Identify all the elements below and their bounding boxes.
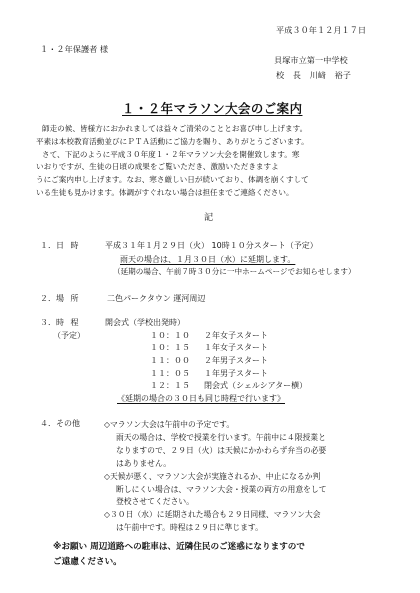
note-line: は午前中です。時程は２９日に準じます。 xyxy=(116,523,263,533)
intro-line: 平素は本校教育活動並びにＰＴＡ活動にご協力を賜り、ありがとうございます。 xyxy=(36,136,309,146)
date-label: １．日 時 xyxy=(40,241,79,250)
schedule-event: 閉会式（シェルシアター横） xyxy=(204,381,308,391)
note-line: はありません。 xyxy=(116,458,172,468)
date-line-1: 平成３１年１月２９日（火） 10時１０分スタート（予定） xyxy=(105,241,318,250)
ki-marker: 記 xyxy=(204,212,214,223)
date-line-3: （延期の場合、午前７時３０分に一中ホームページでお知らせします） xyxy=(113,267,356,276)
date-line-2: 雨天の場合は、１月３０日（水）に延期します。 xyxy=(120,255,296,264)
place-label: ２．場 所 xyxy=(40,294,79,303)
schedule-time: １１：００ xyxy=(150,355,190,365)
footer-line: ご遠慮ください。 xyxy=(53,556,122,567)
table-row xyxy=(150,329,307,342)
page-title: １・２年マラソン大会のご案内 xyxy=(122,101,303,116)
table-row xyxy=(150,354,307,367)
intro-line: さて、下記のように平成３０年度１・２年マラソン大会を開催致します。寒 xyxy=(42,149,300,159)
intro-line: いる生徒も見かけます。体調がすぐれない場合は担任までご連絡ください。 xyxy=(36,187,294,197)
table-row xyxy=(150,342,307,355)
issue-date: 平成３０年１２月１７日 xyxy=(276,25,367,35)
schedule-sublabel: （予定） xyxy=(53,331,85,340)
footer-request xyxy=(53,540,305,569)
note-line: 登校させてください。 xyxy=(116,497,194,507)
principal-name: 校 長 川﨑 裕子 xyxy=(276,70,351,80)
footer-line: ※お願い 周辺道路への駐車は、近隣住民のご迷惑になりますので xyxy=(53,542,305,552)
note-line: ◇３０日（水）に延期された場合も２９日同様、マラソン大会 xyxy=(104,510,321,520)
intro-paragraph xyxy=(36,123,309,200)
schedule-event: １年男子スタート xyxy=(204,368,268,378)
place-value: 二色パークタウン 運河周辺 xyxy=(107,294,206,303)
schedule-time: １０：１５ xyxy=(150,343,190,353)
other-label: ４．その他 xyxy=(40,419,80,428)
schedule-note: 《延期の場合の３０日も同じ時程で行います》 xyxy=(117,394,285,403)
table-row xyxy=(150,379,307,392)
note-line: なりますので、２９日（火）は天候にかかわらず弁当の必要 xyxy=(116,445,327,455)
note-line: ◇マラソン大会は午前中の予定です。 xyxy=(104,420,235,429)
schedule-time: １０：１０ xyxy=(150,330,190,340)
schedule-time: １１：０５ xyxy=(150,368,190,378)
schedule-table xyxy=(150,329,307,392)
other-notes xyxy=(104,419,327,535)
schedule-event: １年女子スタート xyxy=(204,343,268,353)
intro-line: 師走の候、皆様方におかれましては益々ご清栄のこととお喜び申し上げます。 xyxy=(42,124,308,133)
note-line: 雨天の場合は、学校で授業を行います。午前中に４限授業と xyxy=(116,432,326,442)
recipient: １・２年保護者 様 xyxy=(40,44,109,54)
note-line: 断しにくい場合は、マラソン大会・授業の両方の用意をして xyxy=(116,484,327,494)
intro-line: うにご案内申し上げます。なお、寒さ厳しい日が続いており、体調を崩くすして xyxy=(36,175,309,185)
schedule-event: ２年女子スタート xyxy=(204,330,268,340)
school-name: 貝塚市立第一中学校 xyxy=(274,55,348,65)
intro-line: いおりですが、生徒の日頃の成果をご覧いただき、激励いただきますよ xyxy=(36,162,279,172)
schedule-opening: 開会式（学校出発時） xyxy=(105,318,185,327)
schedule-time: １２：１５ xyxy=(150,381,190,391)
schedule-event: ２年男子スタート xyxy=(204,355,268,365)
schedule-label: ３．時 程 xyxy=(40,318,79,327)
table-row xyxy=(150,367,307,380)
note-line: ◇天候が悪く、マラソン大会が実施されるか、中止になるか判 xyxy=(104,471,321,481)
